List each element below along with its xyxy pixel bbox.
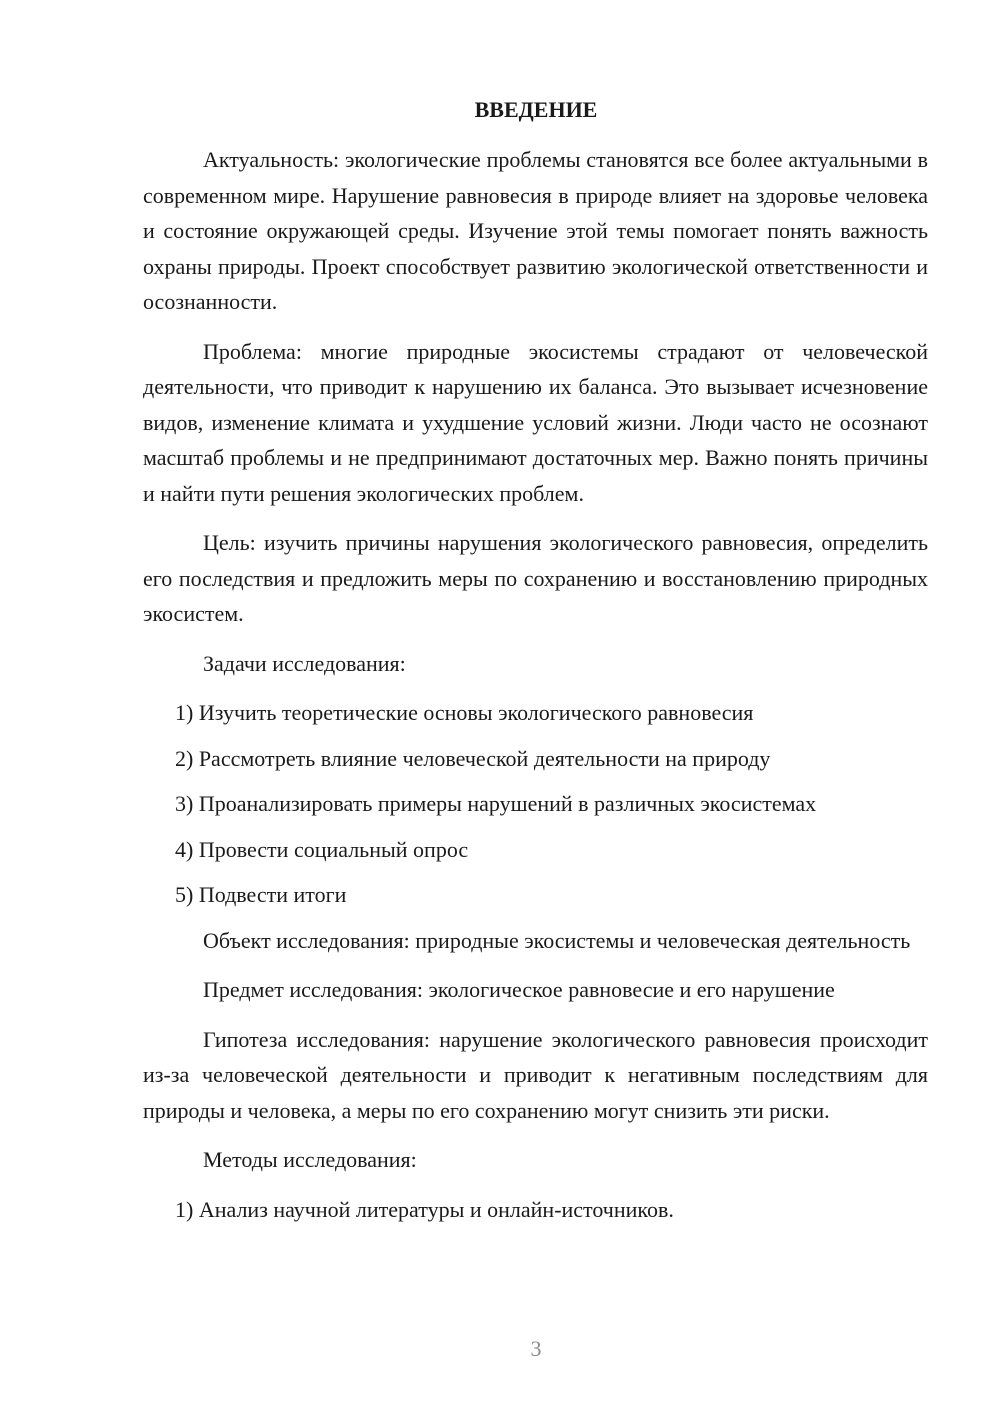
list-item: 2) Рассмотреть влияние человеческой деятельности на природу	[175, 745, 771, 771]
goal-paragraph: Цель: изучить причины нарушения экологического равновесия, определить его последствия и предложить меры по сохранению и восстановлению природных экосистем.	[143, 530, 928, 626]
tasks-heading: Задачи исследования:	[203, 650, 406, 676]
problem-paragraph: Проблема: многие природные экосистемы страдают от человеческой деятельности, что приводит к нарушению их баланса. Это вызывает исчезновение видов, изменение климата и ухудшение условий жизни. Люди часто не осознают масштаб проблемы и не предпринимают достаточных мер. Важно понять причины и найти пути решения экологических проблем.	[143, 338, 928, 506]
list-item: 4) Провести социальный опрос	[175, 836, 469, 862]
list-item: 3) Проанализировать примеры нарушений в различных экосистемах	[175, 791, 817, 816]
list-item: 1) Анализ научной литературы и онлайн-источников.	[175, 1196, 674, 1222]
list-item: 5) Подвести итоги	[175, 882, 347, 907]
methods-heading: Методы исследования:	[203, 1147, 417, 1172]
page-number: 3	[530, 1336, 542, 1361]
document-body	[143, 142, 928, 1237]
relevance-paragraph: Актуальность: экологические проблемы становятся все более актуальными в современном мире. Нарушение равновесия в природе влияет на здоровье человека и состояние окружающей среды. Изучение этой темы помогает понять важность охраны природы. Проект способствует развитию экологической ответственности и осознанности.	[143, 147, 928, 314]
tasks-list	[143, 695, 928, 913]
subject-paragraph: Предмет исследования: экологическое равновесие и его нарушение	[203, 977, 835, 1002]
hypothesis-paragraph: Гипотеза исследования: нарушение экологического равновесия происходит из-за человеческой деятельности и приводит к негативным последствиям для природы и человека, а меры по его сохранению могут снизить эти риски.	[143, 1026, 928, 1123]
page-title: ВВЕДЕНИЕ	[474, 97, 598, 122]
list-item: 1) Изучить теоретические основы экологического равновесия	[175, 700, 754, 725]
methods-list	[143, 1192, 928, 1228]
object-paragraph: Объект исследования: природные экосистемы и человеческая деятельность	[203, 927, 911, 953]
